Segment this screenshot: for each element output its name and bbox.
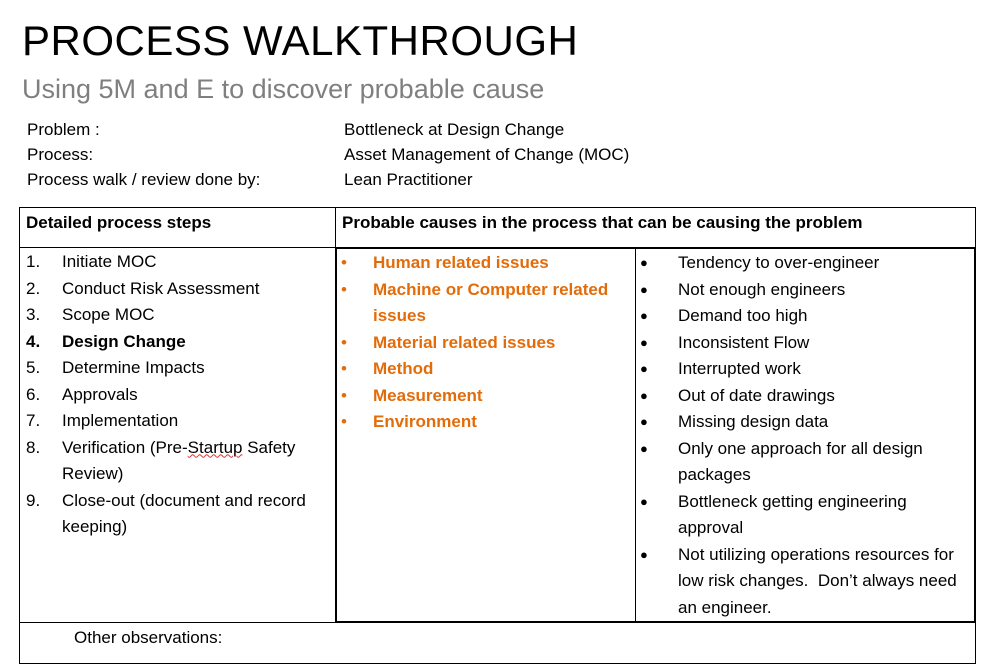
list-item: ● Bottleneck getting engineering approval (640, 491, 907, 537)
list-item: 6. Approvals (26, 384, 138, 404)
causes-header: Probable causes in the process that can be causing the problem (342, 213, 863, 232)
process-value: Asset Management of Change (MOC) (344, 145, 630, 164)
page-title: PROCESS WALKTHROUGH (22, 17, 579, 64)
list-item: 2. Conduct Risk Assessment (26, 278, 260, 298)
list-item: 7. Implementation (26, 411, 179, 430)
list-item: 5. Determine Impacts (26, 358, 205, 377)
causes-inner-table (336, 248, 975, 622)
list-item: 9. Close-out (document and record keeping) (26, 490, 306, 536)
list-item: ● Not utilizing operations resources for low risk changes. Don’t always need an engineer. (640, 544, 957, 617)
list-item: • Human related issues (341, 253, 549, 272)
process-steps-list (20, 249, 335, 541)
observations-cell (20, 623, 976, 664)
list-item-highlighted: 4. Design Change (26, 331, 186, 351)
list-item: 3. Scope MOC (26, 305, 155, 324)
spellcheck-word: Startup (187, 437, 243, 457)
causes-cell (336, 248, 976, 623)
list-item: ● Demand too high (640, 306, 808, 325)
reviewer-row (27, 167, 629, 192)
specific-causes-list (636, 249, 974, 621)
process-label: Process: (27, 145, 94, 164)
list-item: • Machine or Computer related issues (341, 279, 609, 325)
cause-categories-list (337, 249, 635, 436)
list-item: ● Missing design data (640, 412, 829, 431)
walkthrough-table (19, 207, 976, 664)
list-item: ● Inconsistent Flow (640, 332, 810, 352)
reviewer-label: Process walk / review done by: (27, 170, 261, 189)
other-observations-label: Other observations: (74, 628, 223, 647)
list-item: • Method (341, 359, 434, 378)
steps-header: Detailed process steps (26, 213, 212, 232)
cause-categories-cell (337, 249, 636, 622)
list-item: ● Out of date drawings (640, 385, 835, 405)
list-item: ● Interrupted work (640, 359, 801, 378)
process-row (27, 142, 629, 167)
reviewer-value: Lean Practitioner (344, 170, 473, 189)
steps-cell (20, 248, 336, 623)
problem-summary (27, 117, 629, 192)
list-item: ● Only one approach for all design packages (640, 438, 923, 484)
specific-causes-cell (636, 249, 975, 622)
list-item: • Material related issues (341, 332, 556, 352)
steps-header-cell (20, 208, 336, 248)
problem-row (27, 117, 629, 142)
observations-row (20, 623, 976, 664)
list-item: • Environment (341, 412, 477, 431)
list-item: 8. Verification (Pre-Startup Safety Review) (26, 437, 296, 483)
problem-label: Problem : (27, 120, 100, 139)
list-item: • Measurement (341, 385, 483, 405)
page-subtitle: Using 5M and E to discover probable cause (22, 74, 545, 104)
table-header-row (20, 208, 976, 248)
causes-header-cell (336, 208, 976, 248)
list-item: ● Not enough engineers (640, 279, 846, 299)
problem-value: Bottleneck at Design Change (344, 120, 565, 139)
list-item: ● Tendency to over-engineer (640, 253, 880, 272)
list-item: 1. Initiate MOC (26, 252, 157, 271)
table-body-row (20, 248, 976, 623)
